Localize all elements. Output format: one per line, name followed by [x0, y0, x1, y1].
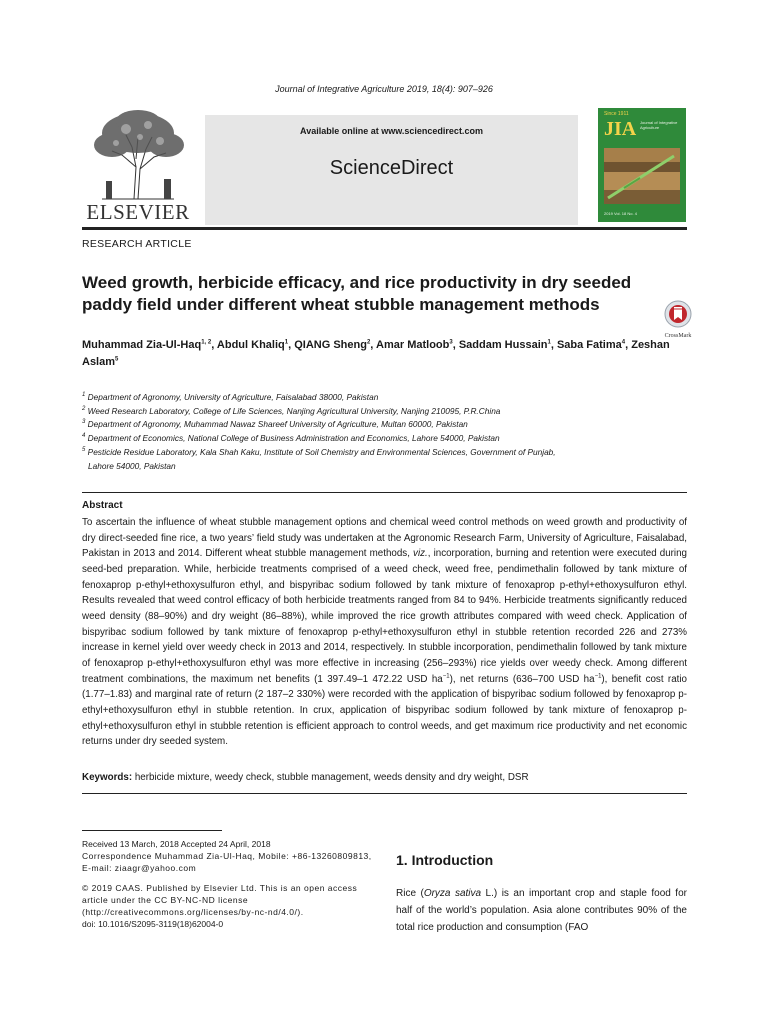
author-affiliation-mark: 1: [547, 339, 551, 346]
author-name[interactable]: Amar Matloob: [376, 339, 450, 351]
elsevier-logo[interactable]: [82, 107, 194, 223]
abstract-text: To ascertain the influence of wheat stubble management options and chemical weed control methods on weed growth and productivity of dry direct-seeded fine rice, a two years’ field study was undertaken at the Agronomic Research Farm, University of Agriculture, Faisalabad, Pakistan in 2013 and 2014. Different wheat stubble management methods,: [82, 517, 687, 560]
footnote-rule: [82, 830, 222, 831]
unit-superscript: −1: [442, 673, 450, 680]
author-separator: ,: [288, 339, 295, 351]
author-name[interactable]: Saba Fatima: [556, 339, 622, 351]
affiliation-number: 4: [82, 433, 86, 440]
affiliation-text: Pesticide Residue Laboratory, Kala Shah Kaku, Institute of Soil Chemistry and Environmental Sciences, Government of Punjab,: [87, 446, 556, 457]
affiliation-item: [82, 405, 687, 419]
abstract-text: ), net returns (636–700 USD ha: [449, 673, 595, 685]
seedling-icon: [604, 148, 680, 204]
introduction-heading: 1. Introduction: [396, 852, 494, 868]
affiliation-continuation: Lahore 54000, Pakistan: [88, 460, 176, 471]
copyright-license[interactable]: © 2019 CAAS. Published by Elsevier Ltd. This is an open access article under the CC BY-NC-ND license (http://creativecommons.org/licenses/by-nc-nd/4.0/).: [82, 883, 358, 917]
affiliation-item: [82, 418, 687, 432]
affiliation-number: 1: [82, 392, 86, 399]
cover-issue: 2019 Vol. 18 No. 4: [604, 211, 637, 216]
doi[interactable]: doi: 10.1016/S2095-3119(18)62004-0: [82, 919, 224, 929]
affiliation-text: Department of Agronomy, Muhammad Nawaz Shareef University of Agriculture, Multan 60000, Pakistan: [87, 419, 468, 430]
cover-photo: [604, 148, 680, 204]
intro-text: Rice (: [396, 888, 424, 899]
received-dates: Received 13 March, 2018 Accepted 24 April, 2018: [82, 839, 271, 849]
author-affiliation-mark: 1: [284, 339, 289, 346]
intro-text: L.) is an important crop and staple food for half of the world’s population. Asia alone contributes 90% of the total rice production and consumption (FAO: [396, 888, 687, 933]
abstract-text: , incorporation, burning and retention were executed during seed-bed preparation. While, herbicide treatments comprised of a weed check, weed free, pendimethalin followed by tank mixture of fenoxaprop p-ethyl+ethoxysulfuron ethyl, and bispyribac sodium followed by tank mixture of fenoxaprop p-ethyl+ethoxysulfuron ethyl. Results revealed that weed control efficacy of both herbicide treatments ranged from 84 to 94%. Herbicide treatments significantly reduced weed density (88–90%) and dry weight (86–88%), while improved the rice growth attributes compared with weed check. Application of bispyribac sodium followed by tank mixture of fenoxaprop p-ethyl+ethoxysulfuron ethyl in stubble retention recorded 226 and 273% increase in kernel yield over weedy check in 2013 and 2014, respectively. In stubble incorporation, pendimethalin followed by tank mixture of fenoxaprop p-ethyl+ethoxysulfuron ethyl was more effective in increasing (256–293%) rice yields over weedy check. Among different treatment combinations, the maximum net benefits (1 397.49–1 472.22 USD ha: [82, 548, 687, 685]
author-separator: ,: [625, 339, 632, 351]
author-name[interactable]: Abdul Khaliq: [216, 339, 285, 351]
author-name[interactable]: Zeshan Aslam: [82, 339, 670, 368]
elsevier-wordmark: ELSEVIER: [86, 200, 190, 224]
intro-species: Oryza sativa: [423, 888, 482, 899]
affiliation-item: [82, 446, 687, 460]
affiliation-number: 3: [82, 419, 86, 426]
affiliation-number: 5: [82, 447, 86, 454]
crossmark-icon: [663, 300, 693, 328]
author-affiliation-mark: 2: [366, 339, 371, 346]
keywords: [82, 772, 687, 783]
keywords-text: herbicide mixture, weedy check, stubble management, weeds density and dry weight, DSR: [132, 772, 529, 783]
masthead: [82, 107, 687, 227]
affiliation-text: Weed Research Laboratory, College of Life Sciences, Nanjing Agricultural University, Nanjing 210095, P.R.China: [87, 405, 501, 416]
author-separator: ,: [550, 339, 557, 351]
cover-tagline: Journal of Integrative Agriculture: [640, 120, 678, 130]
available-online-text: Available online at www.sciencedirect.com: [300, 126, 483, 136]
affiliation-text: Department of Agronomy, University of Agriculture, Faisalabad 38000, Pakistan: [87, 392, 379, 402]
elsevier-tree-icon: [82, 107, 194, 201]
keywords-label: Keywords:: [82, 772, 133, 783]
journal-citation: Journal of Integrative Agriculture 2019, 18(4): 907–926: [275, 84, 493, 94]
crossmark-badge[interactable]: [660, 300, 696, 339]
abstract-top-rule: [82, 492, 687, 493]
affiliation-list: [82, 391, 687, 473]
affiliation-item: [82, 391, 687, 405]
abstract-body: [82, 515, 687, 750]
cover-jia-logo: JIA: [604, 118, 637, 140]
sciencedirect-title: ScienceDirect: [329, 157, 454, 179]
author-separator: ,: [211, 339, 217, 351]
abstract-italic-viz: viz.: [413, 548, 428, 560]
author-affiliation-mark: 5: [115, 356, 119, 363]
abstract-text: ), benefit cost ratio (1.77–1.83) and marginal rate of return (2 187–2 330%) were recorded with the application of bispyribac sodium followed by fenoxaprop p-ethyl+ethoxysulfuron ethyl in stubble retention. In crux, application of bispyribac sodium followed by tank mixture of fenoxaprop p-ethyl+ethoxysulfuron ethyl in stubble retention is efficient approach to control weeds, and get maximum rice productivity and net economic returns under dry seeded system.: [82, 673, 687, 748]
author-affiliation-mark: 1, 2: [201, 339, 212, 346]
unit-superscript: −1: [594, 673, 602, 680]
journal-cover-image[interactable]: [598, 108, 686, 222]
affiliation-item: [82, 432, 687, 446]
article-title: Weed growth, herbicide efficacy, and rice productivity in dry seeded paddy field under different wheat stubble management methods: [82, 273, 632, 314]
author-affiliation-mark: 4: [621, 339, 626, 346]
author-list: [82, 337, 687, 371]
author-affiliation-mark: 3: [449, 339, 453, 346]
author-name[interactable]: Muhammad Zia-Ul-Haq: [82, 339, 202, 351]
sciencedirect-banner[interactable]: [205, 115, 578, 225]
author-separator: ,: [370, 339, 377, 351]
correspondence[interactable]: Correspondence Muhammad Zia-Ul-Haq, Mobile: +86-13260809813, E-mail: ziaagr@yahoo.com: [82, 851, 372, 873]
cover-since: Since 1911: [604, 111, 629, 117]
abstract-heading: Abstract: [82, 500, 123, 511]
author-name[interactable]: QIANG Sheng: [294, 339, 367, 351]
crossmark-label: CrossMark: [664, 333, 692, 339]
footnotes: [82, 838, 372, 930]
affiliation-number: 2: [82, 405, 86, 412]
author-name[interactable]: Saddam Hussain: [458, 339, 548, 351]
author-separator: ,: [452, 339, 459, 351]
article-type: RESEARCH ARTICLE: [82, 238, 192, 250]
abstract-bottom-rule: [82, 793, 687, 794]
masthead-rule: [82, 227, 687, 230]
affiliation-text: Department of Economics, National College of Business Administration and Economics, Lahore 54000, Pakistan: [87, 433, 500, 444]
introduction-body: [396, 885, 687, 936]
